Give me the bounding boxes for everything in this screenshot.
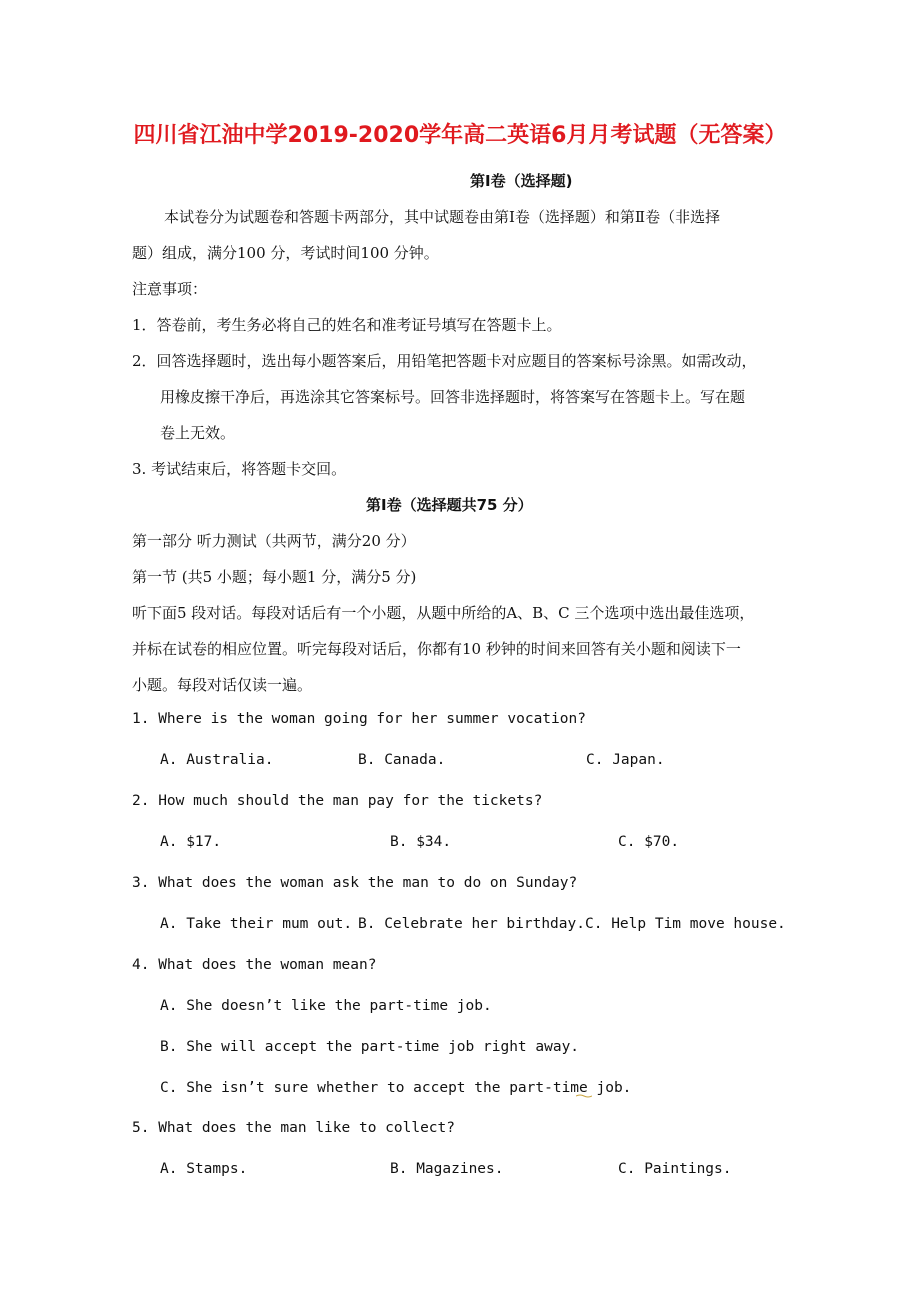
question-3-option-b: B. Celebrate her birthday. [358, 916, 585, 932]
question-5: 5. What does the man like to collect? [132, 1120, 456, 1136]
notes-label: 注意事项： [132, 280, 208, 298]
part-1-title: 第一部分 听力测试（共两节，满分20 分） [132, 532, 416, 550]
question-3-option-a: A. Take their mum out. [160, 916, 353, 932]
question-3-option-c: C. Help Tim move house. [585, 916, 786, 932]
note-2-line-2: 用橡皮擦干净后，再选涂其它答案标号。回答非选择题时，将答案写在答题卡上。写在题 [160, 388, 746, 406]
question-2-option-c: C. $70. [618, 834, 680, 850]
question-4-option-c: C. She isn’t sure whether to accept the part-time job. [160, 1080, 632, 1096]
instructions-line-2: 并标在试卷的相应位置。听完每段对话后，你都有10 秒钟的时间来回答有关小题和阅读下一 [132, 640, 741, 658]
intro-line-1: 本试卷分为试题卷和答题卡两部分，其中试题卷由第Ⅰ卷（选择题）和第Ⅱ卷（非选择 [164, 208, 721, 226]
note-3: 3. 考试结束后，将答题卡交回。 [132, 460, 347, 478]
part-heading: 第Ⅰ卷（选择题共75 分） [366, 496, 533, 514]
note-2-line-3: 卷上无效。 [160, 424, 236, 442]
note-1: 1．答卷前，考生务必将自己的姓名和准考证号填写在答题卡上。 [132, 316, 562, 334]
question-2-option-b: B. $34. [390, 834, 452, 850]
question-1-option-b: B. Canada. [358, 752, 446, 768]
instructions-line-3: 小题。每段对话仅读一遍。 [132, 676, 313, 694]
question-2: 2. How much should the man pay for the tickets? [132, 793, 543, 809]
question-1-option-a: A. Australia. [160, 752, 274, 768]
question-4-option-b: B. She will accept the part-time job right away. [160, 1039, 580, 1055]
question-1: 1. Where is the woman going for her summer vocation? [132, 711, 586, 727]
question-5-option-a: A. Stamps. [160, 1161, 248, 1177]
question-4-option-a: A. She doesn’t like the part-time job. [160, 998, 492, 1014]
question-3: 3. What does the woman ask the man to do on Sunday? [132, 875, 578, 891]
intro-line-2: 题）组成，满分100 分，考试时间100 分钟。 [132, 244, 439, 262]
instructions-line-1: 听下面5 段对话。每段对话后有一个小题，从题中所给的A、B、C 三个选项中选出最佳选项， [132, 604, 755, 622]
question-5-option-b: B. Magazines. [390, 1161, 504, 1177]
question-5-option-c: C. Paintings. [618, 1161, 732, 1177]
question-1-option-c: C. Japan. [586, 752, 665, 768]
ink-mark [576, 1094, 592, 1098]
note-2-line-1: 2．回答选择题时，选出每小题答案后，用铅笔把答题卡对应题目的答案标号涂黑。如需改动， [132, 352, 757, 370]
question-4: 4. What does the woman mean? [132, 957, 377, 973]
section-1-title: 第一节 (共5 小题；每小题1 分，满分5 分) [132, 568, 417, 586]
question-2-option-a: A. $17. [160, 834, 222, 850]
document-title: 四川省江油中学2019-2020学年高二英语6月月考试题（无答案） [133, 123, 787, 148]
section-heading: 第Ⅰ卷（选择题) [470, 172, 573, 190]
